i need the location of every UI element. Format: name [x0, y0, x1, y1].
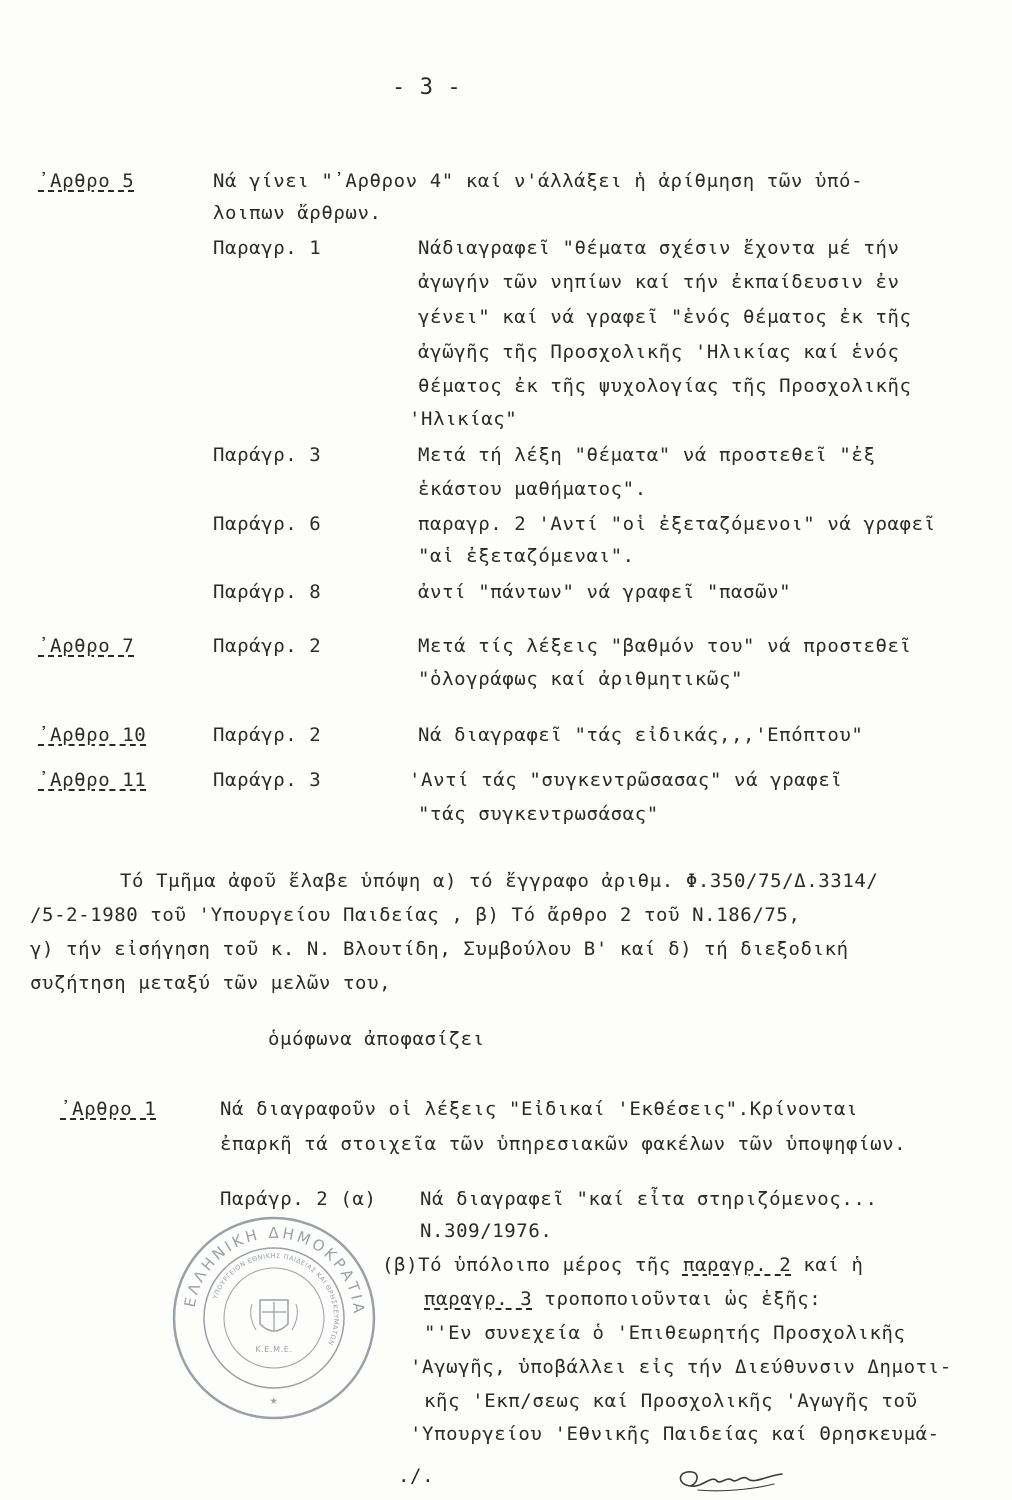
considering-line-4: συζήτηση μεταξύ τῶν μελῶν του,	[30, 972, 392, 994]
article-11-text-1: 'Αντί τάς "συγκεντρῶσασας" νά γραφεῖ	[409, 769, 843, 791]
article-10-label: ᾿Αρθρο 10	[38, 724, 147, 746]
article-10-para-label: Παράγρ. 2	[213, 724, 322, 746]
decision-b-text-2	[424, 1290, 821, 1309]
decision-para-2-text-2: Ν.309/1976.	[420, 1220, 553, 1242]
para-1-text-2: ἀγωγήν τῶν νηπίων καί τήν ἐκπαίδευσιν ἐν	[418, 271, 900, 293]
decision-b-text-2b: τροποποιοῦνται ὡς ἑξῆς:	[544, 1288, 822, 1310]
decision-b-text-1	[382, 1256, 864, 1275]
para-6-label: Παράγρ. 6	[213, 513, 322, 535]
decision-quote-1: "'Εν συνεχεία ὁ 'Επιθεωρητής Προσχολικῆς	[424, 1322, 906, 1344]
star-icon: ★	[269, 1393, 279, 1408]
para-8-label: Παράγρ. 8	[213, 581, 322, 603]
para-3-text-1: Μετά τή λέξη "θέματα" νά προστεθεῖ "ἐξ	[418, 444, 876, 466]
article-11-text-2: "τάς συγκεντρωσάσας"	[418, 803, 659, 825]
decision-article-1-text-1: Νά διαγραφοῦν οἱ λέξεις "Εἰδικαί 'Εκθέσεις".Κρίνονται	[220, 1098, 859, 1120]
para-6-text-2: "αἱ ἐξεταζόμεναι".	[418, 545, 635, 567]
considering-line-3: γ) τήν εἰσήγηση τοῦ κ. Ν. Βλουτίδη, Συμβούλου Β' καί δ) τή διεξοδική	[30, 938, 849, 960]
decision-b-text-1b: καί ἡ	[803, 1254, 864, 1276]
official-seal-stamp	[168, 1212, 380, 1424]
article-11-label: ᾿Αρθρο 11	[38, 769, 147, 791]
decides-heading: ὁμόφωνα ἀποφασίζει	[268, 1028, 485, 1050]
para-1-text-1: Νάδιαγραφεῖ "θέματα σχέσιν ἔχοντα μέ τήν	[418, 237, 900, 259]
decision-b-ref-1: παραγρ. 2	[682, 1254, 792, 1276]
para-1-text-6: 'Ηλικίας"	[409, 408, 518, 430]
stamp-outer-text: ΕΛΛΗΝΙΚΗ ΔΗΜΟΚΡΑΤΙΑ	[180, 1223, 369, 1317]
article-10-text-1: Νά διαγραφεῖ "τάς εἰδικάς,,,'Επόπτου"	[418, 724, 864, 746]
page-number: - 3 -	[392, 75, 462, 100]
article-5-label: ᾿Αρθρο 5	[38, 170, 135, 192]
para-8-text-1: ἀντί "πάντων" νά γραφεῖ "πασῶν"	[418, 581, 792, 603]
article-7-text-2: "ὁλογράφως καί ἀριθμητικῶς"	[418, 668, 744, 690]
decision-b-text-1a: (β)Τό ὑπόλοιπο μέρος τῆς	[382, 1254, 671, 1276]
decision-para-2-label: Παράγρ. 2 (α)	[220, 1188, 377, 1210]
para-6-text-1: παραγρ. 2 'Αντί "οἱ ἐξεταζόμενοι" νά γραφεῖ	[418, 513, 936, 535]
article-5-text-1: Νά γίνει "᾿Αρθρον 4" καί ν'άλλάξει ἡ ἀρίθμηση τῶν ὑπό-	[213, 170, 864, 192]
decision-para-2-text-1: Νά διαγραφεῖ "καί εἶτα στηριζόμενος...	[420, 1188, 878, 1210]
para-1-text-3: γένει" καί νά γραφεῖ "ἑνός θέματος ἐκ τῆς	[418, 306, 912, 328]
decision-article-1-text-2: ἐπαρκῆ τά στοιχεῖα τῶν ὑπηρεσιακῶν φακέλων τῶν ὑποψηφίων.	[220, 1133, 907, 1155]
considering-line-2: /5-2-1980 τοῦ 'Υπουργείου Παιδείας , β) Τό ἄρθρο 2 τοῦ Ν.186/75,	[30, 904, 801, 926]
coat-of-arms-icon	[251, 1300, 298, 1331]
para-1-label: Παραγρ. 1	[213, 237, 322, 259]
decision-quote-2: 'Αγωγῆς, ὑποβάλλει εἰς τήν Διεύθυνσιν Δημοτι-	[410, 1356, 952, 1378]
para-3-text-2: ἑκάστου μαθήματος".	[418, 478, 647, 500]
article-7-label: ᾿Αρθρο 7	[38, 635, 135, 657]
article-7-para-label: Παράγρ. 2	[213, 635, 322, 657]
considering-line-1: Τό Τμῆμα ἀφοῦ ἔλαβε ὑπόψη α) τό ἔγγραφο ἀριθμ. Φ.350/75/Δ.3314/	[120, 870, 879, 892]
para-3-label: Παράγρ. 3	[213, 444, 322, 466]
decision-quote-3: κῆς 'Εκπ/σεως καί Προσχολικῆς 'Αγωγῆς τοῦ	[424, 1390, 918, 1412]
continuation-mark: ./.	[398, 1465, 435, 1487]
stamp-inner-text: ΥΠΟΥΡΓΕΙΟΝ ΕΘΝΙΚΗΣ ΠΑΙΔΕΙΑΣ ΚΑΙ ΘΡΗΣΚΕΥΜΑΤΩΝ	[211, 1251, 341, 1347]
decision-article-1-label: ᾿Αρθρο 1	[60, 1098, 157, 1120]
article-5-text-2: λοιπων ἄρθρων.	[213, 202, 382, 224]
article-7-text-1: Μετά τίς λέξεις "βαθμόν του" νά προστεθεῖ	[418, 635, 912, 657]
decision-quote-4: 'Υπουργείου 'Εθνικῆς Παιδείας καί Θρησκευμά-	[410, 1423, 940, 1445]
handwritten-signature	[670, 1462, 795, 1496]
article-11-para-label: Παράγρ. 3	[213, 769, 322, 791]
decision-b-ref-2: παραγρ. 3	[424, 1288, 533, 1310]
stamp-center-text: Κ.Ε.Μ.Ε.	[255, 1345, 293, 1354]
para-1-text-4: ἀγῶγῆς τῆς Προσχολικῆς 'Ηλικίας καί ἑνός	[418, 341, 900, 363]
para-1-text-5: θέματος ἐκ τῆς ψυχολογίας τῆς Προσχολικῆς	[418, 375, 912, 397]
